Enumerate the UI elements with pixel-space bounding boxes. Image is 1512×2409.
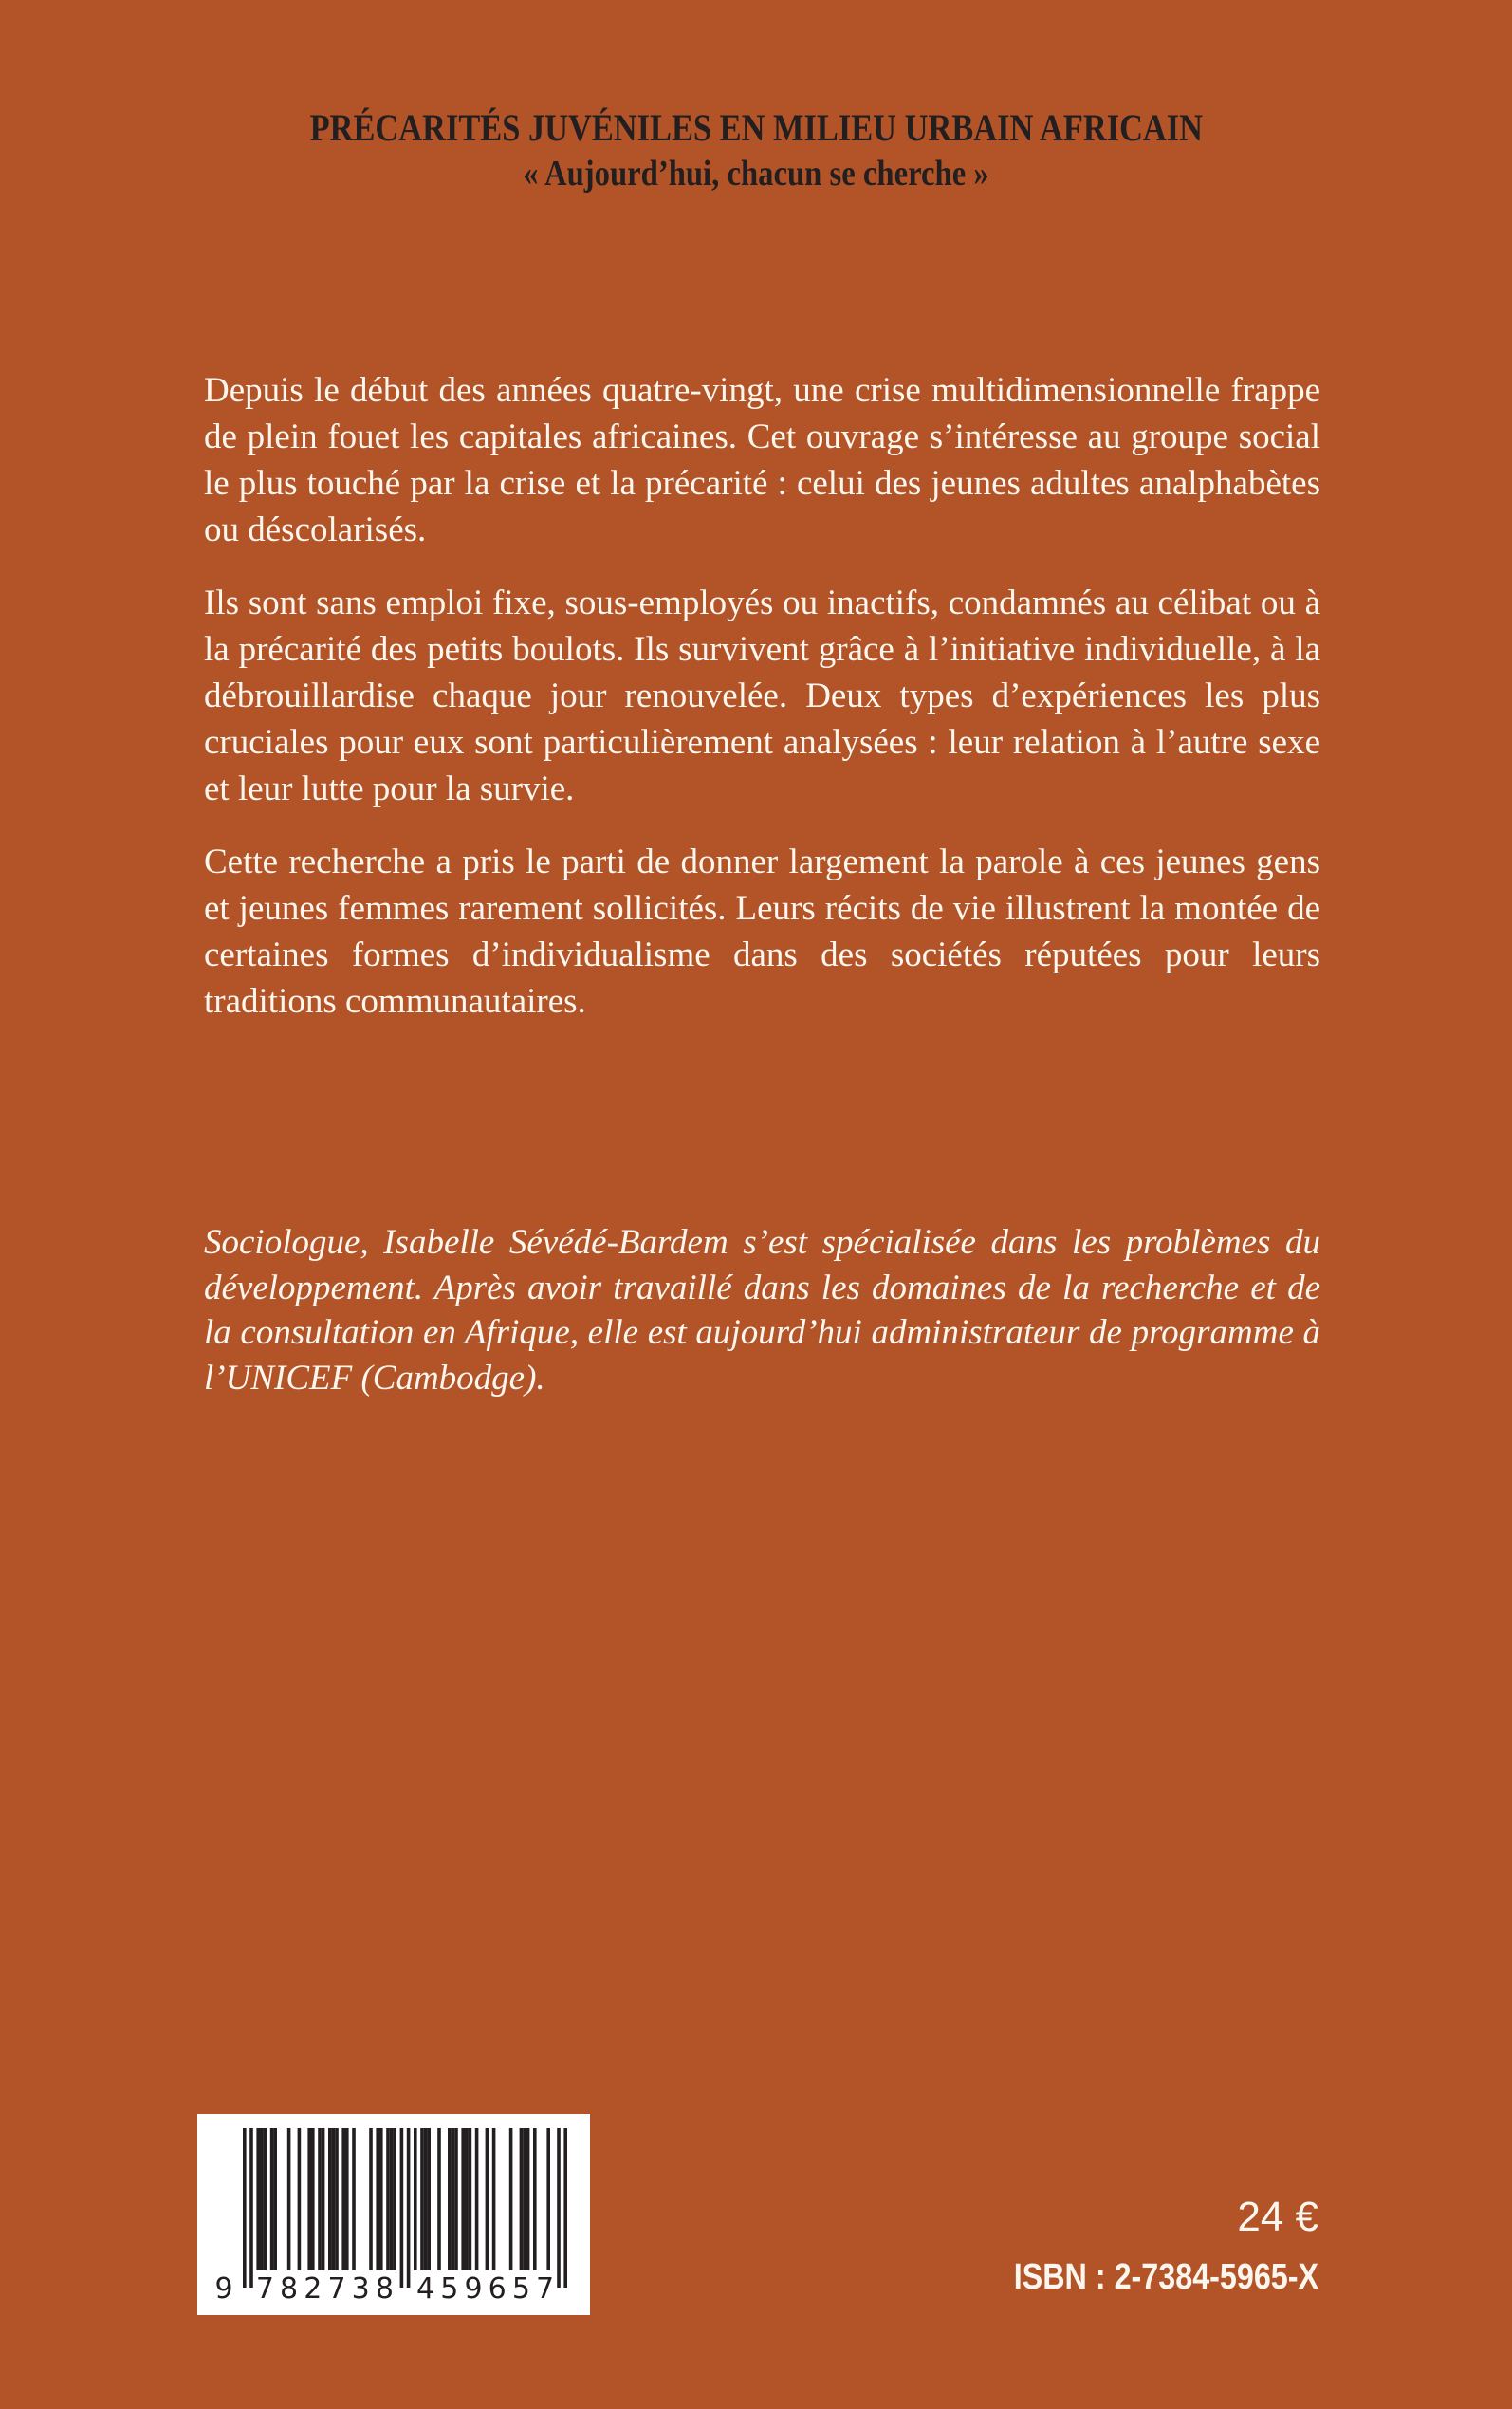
svg-text:9: 9 [214,2272,233,2306]
svg-text:2: 2 [304,2272,323,2306]
barcode [197,2114,590,2315]
author-bio: Sociologue, Isabelle Sévédé-Bardem s’est spécialisée dans les problèmes du développement. Après avoir travaillé dans les domaines de la recherche et de la consultation en Afrique, elle est aujourd’hui administrateur de programme à l’UNICEF (Cambodge). [204,1223,1320,1398]
svg-text:8: 8 [280,2272,299,2306]
svg-text:7: 7 [536,2272,555,2306]
svg-text:7: 7 [327,2272,346,2306]
title-block [0,106,1512,195]
description-paragraph: Depuis le début des années quatre-vingt, une crise multidimensionnelle frappe de plein fouet les capitales africaines. Cet ouvrage s’intéresse au groupe social le plus touché par la crise et la précarité : celui des jeunes adultes analphabètes ou déscolarisés. [204,371,1320,549]
svg-text:5: 5 [511,2272,530,2306]
svg-text:7: 7 [255,2272,274,2306]
svg-text:9: 9 [464,2272,483,2306]
book-subtitle: « Aujourd’hui, chacun se cherche » [523,154,989,194]
description-paragraph: Ils sont sans emploi fixe, sous-employés ou inactifs, condamnés au célibat ou à la précarité des petits boulots. Ils survivent grâce à l’initiative individuelle, à la débrouillardise chaque jour renouvelée. Deux types d’expériences les plus cruciales pour eux sont particulièrement analysées : leur relation à l’autre sexe et leur lutte pour la survie. [204,584,1320,808]
description-paragraph: Cette recherche a pris le parti de donner largement la parole à ces jeunes gens et jeunes femmes rarement sollicités. Leurs récits de vie illustrent la montée de certaines formes d’individualisme dans des sociétés réputées pour leurs traditions communautaires. [204,843,1320,1021]
isbn: ISBN : 2-7384-5965-X [1013,2257,1318,2297]
price: 24 € [1237,2194,1318,2240]
svg-text:5: 5 [440,2272,459,2306]
barcode-icon [197,2114,590,2315]
book-title: PRÉCARITÉS JUVÉNILES EN MILIEU URBAIN AFRICAIN [309,106,1203,149]
svg-text:6: 6 [488,2272,507,2306]
description [204,367,1320,1051]
svg-text:8: 8 [375,2272,394,2306]
svg-text:4: 4 [416,2272,435,2306]
svg-text:3: 3 [351,2272,370,2306]
